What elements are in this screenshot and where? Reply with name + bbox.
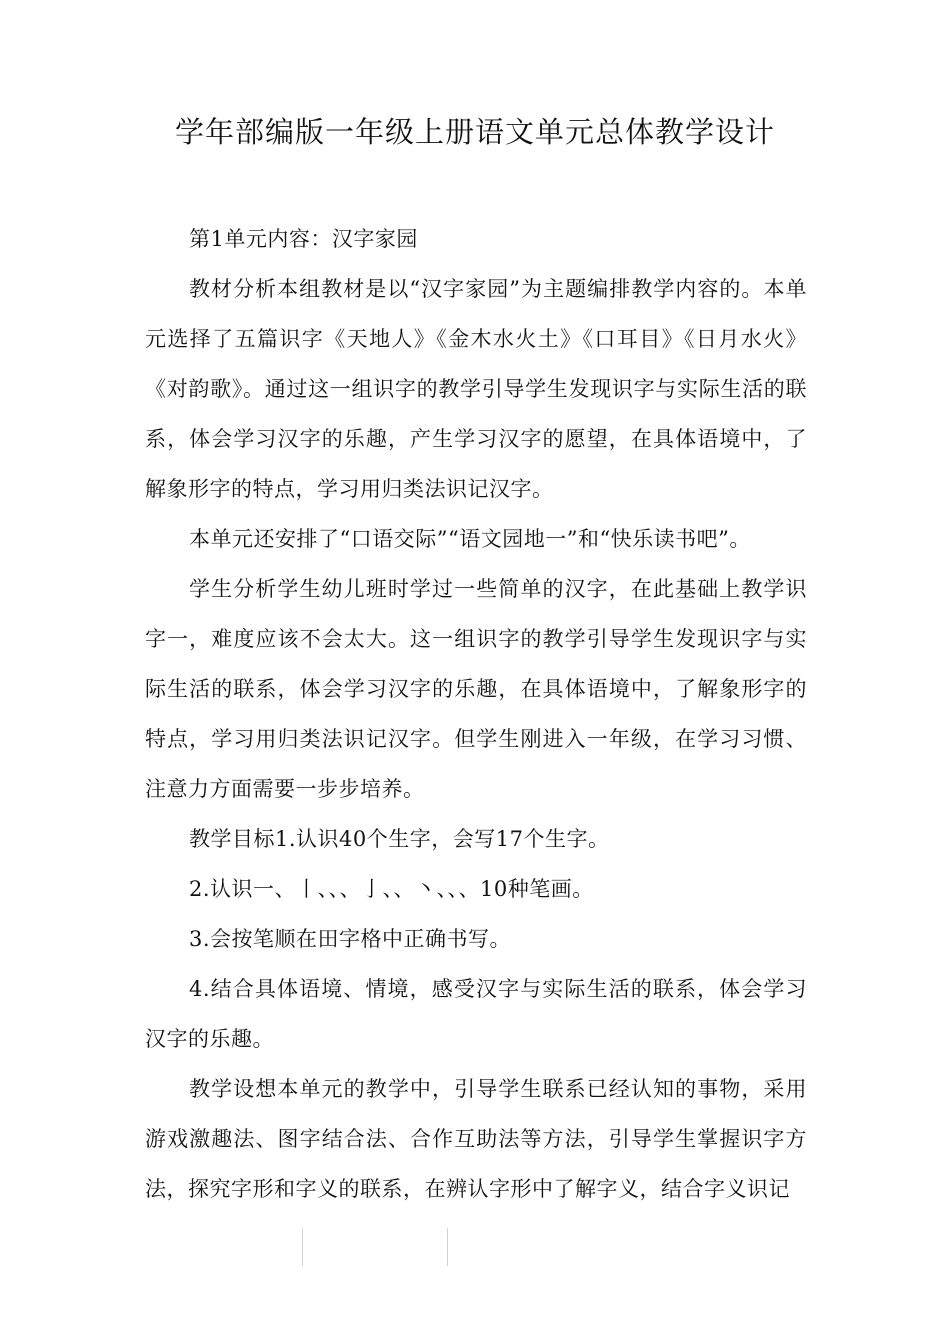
footer-divider-marks [0, 1228, 950, 1268]
footer-divider-right [447, 1228, 448, 1266]
unit-arrangement-paragraph: 本单元还安排了“口语交际”“语文园地一”和“快乐读书吧”。 [189, 527, 751, 551]
teaching-goal-4-paragraph: 4.结合具体语境、情境，感受汉字与实际生活的联系，体会学习汉字的乐趣。 [145, 977, 807, 1051]
textbook-analysis-paragraph: 教材分析本组教材是以“汉字家园”为主题编排教学内容的。本单元选择了五篇识字《天地人》《金木水火土》《口耳目》《日月水火》《对韵歌》。通过这一组识字的教学引导学生发现识字与实际生活的联系，体会学习汉字的乐趣，产生学习汉字的愿望，在具体语境中，了解象形字的特点，学习用归类法识记汉字。 [145, 277, 807, 501]
document-body [145, 214, 807, 1214]
document-title: 学年部编版一年级上册语文单元总体教学设计 [174, 115, 775, 149]
teaching-goal-3-paragraph: 3.会按笔顺在田字格中正确书写。 [189, 927, 512, 951]
unit-heading-paragraph: 第1单元内容：汉字家园 [189, 227, 418, 251]
student-analysis-paragraph: 学生分析学生幼儿班时学过一些简单的汉字，在此基础上教学识字一，难度应该不会太大。这一组识字的教学引导学生发现识字与实际生活的联系，体会学习汉字的乐趣，在具体语境中，了解象形字的特点，学习用归类法识记汉字。但学生刚进入一年级，在学习习惯、注意力方面需要一步步培养。 [145, 577, 807, 801]
teaching-goal-1-paragraph: 教学目标1.认识40个生字，会写17个生字。 [189, 827, 610, 851]
teaching-goal-2-paragraph: 2.认识一、丨、、、亅、、丶、、、10种笔画。 [189, 877, 594, 901]
teaching-plan-paragraph: 教学设想本单元的教学中，引导学生联系已经认知的事物，采用游戏激趣法、图字结合法、合作互助法等方法，引导学生掌握识字方法，探究字形和字义的联系，在辨认字形中了解字义，结合字义识记 [145, 1077, 807, 1201]
footer-divider-left [302, 1228, 303, 1266]
